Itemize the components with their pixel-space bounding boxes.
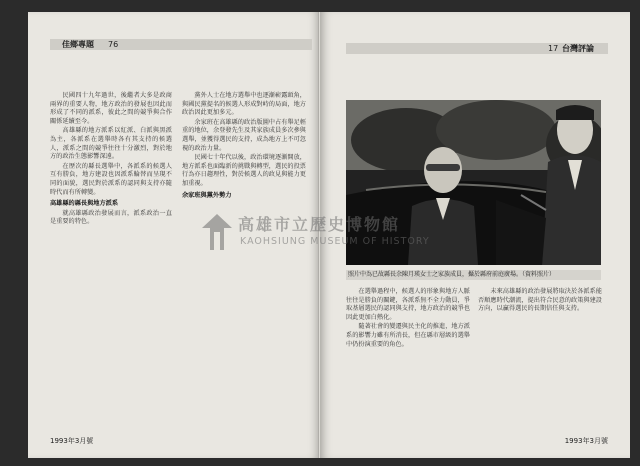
watermark-subtitle: KAOHSIUNG MUSEUM OF HISTORY [240, 236, 430, 247]
paragraph: 黨外人士在地方選舉中也逐漸嶄露頭角，與國民黨提名的候選人形成對峙的局面，地方政治因此更加多元。 [182, 92, 306, 117]
left-header-section: 佳鄉專題 [62, 40, 94, 49]
paragraph: 余家班在高雄縣的政治版圖中占有舉足輕重的地位，余登發先生及其家族成員多次參與選舉，並獲得選民的支持，成為地方上不可忽視的政治力量。 [182, 118, 306, 152]
paragraph: 隨著社會的變遷與民主化的推進，地方派系的影響力雖有所消長，但在縣市層級的選舉中仍扮演重要的角色。 [346, 323, 470, 348]
section-subhead: 高雄縣的縣長與地方派系 [50, 200, 119, 208]
paragraph: 未來高雄縣的政治發展將取決於各派系能否順應時代潮流，提出符合民意的政策與建設方向，以贏得選民的長期信任與支持。 [478, 288, 602, 313]
right-column-1 [346, 288, 470, 438]
right-header-section: 台灣評論 [562, 44, 594, 53]
left-footer-date: 1993年3月號 [50, 437, 94, 445]
section-subhead: 余家班與黨外勢力 [182, 191, 232, 199]
right-header-page-number: 17 [548, 44, 559, 53]
paragraph: 高雄縣的地方派系以紅派、白派與黑派為主，各派系在選舉時各有其支持的候選人，派系之間的競爭往往十分激烈，對於地方的政治生態影響深遠。 [50, 127, 172, 161]
museum-logo-icon [200, 212, 234, 252]
paragraph: 就高雄縣政治發展而言，派系政治一直是重要的特色。 [50, 209, 172, 226]
photo-caption: 照片中為已故縣長余陳月瑛女士之家族成員，攝於縣府前庭廣場。（資料照片） [346, 270, 601, 280]
museum-watermark [200, 212, 460, 256]
paragraph: 在歷次的縣長選舉中，各派系的候選人互有勝負，地方建設也因派系輪替而呈現不同的面貌，選民對於派系的認同與支持亦隨時代而有所轉變。 [50, 162, 172, 196]
paragraph: 在選舉過程中，候選人的形象與地方人脈往往是勝負的關鍵，各派系無不全力動員，爭取基層選民的認同與支持，地方政治的競爭也因此更加白熱化。 [346, 288, 470, 321]
left-header-page-number: 76 [108, 40, 119, 49]
watermark-title: 高雄市立歷史博物館 [238, 215, 401, 234]
paragraph: 民國七十年代以後，政治環境逐漸開放，地方派系也面臨新的挑戰與轉型，選民的投票行為亦日趨理性，對於候選人的政見與能力更加重視。 [182, 154, 306, 187]
left-column-1 [50, 92, 172, 442]
left-column-2 [182, 92, 306, 442]
right-footer-date: 1993年3月號 [564, 437, 608, 445]
right-column-2 [478, 288, 602, 438]
paragraph: 民國四十九年過世，後繼者大多是政商兩界的重要人物，地方政治的發展也因此而形成了不同的派系，彼此之間的競爭與合作關係延續至今。 [50, 92, 172, 125]
